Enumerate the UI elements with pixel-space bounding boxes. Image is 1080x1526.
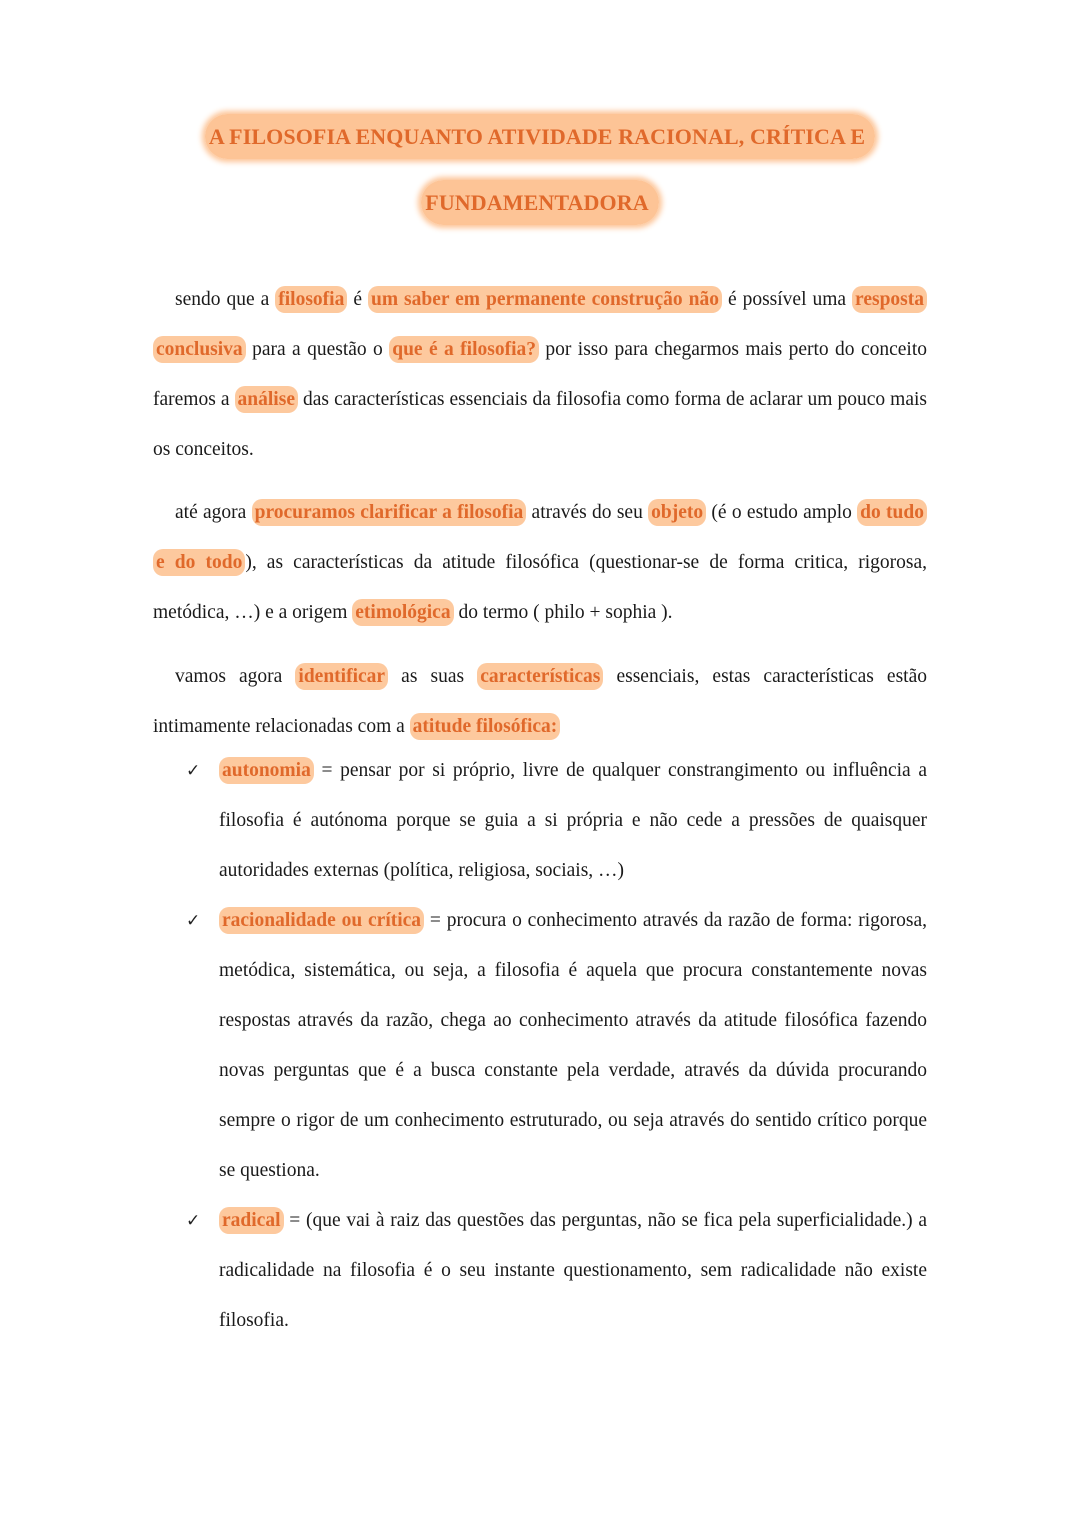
highlighted-term: análise [235, 386, 298, 413]
title-highlight: FUNDAMENTADORA [421, 180, 658, 225]
highlighted-term: características [477, 663, 603, 690]
bullet-autonomia [186, 746, 927, 896]
highlighted-term: atitude filosófica: [410, 713, 561, 740]
highlighted-term: etimológica [352, 599, 453, 626]
title-highlight: A FILOSOFIA ENQUANTO ATIVIDADE RACIONAL, CRÍTICA E [205, 114, 875, 159]
bullet-radical [186, 1196, 927, 1346]
paragraph-characteristics [153, 652, 927, 752]
highlighted-term: autonomia [219, 757, 314, 784]
body-text: as suas [388, 665, 478, 687]
body-text: até agora [175, 501, 252, 523]
bullet-racionalidade [186, 896, 927, 1196]
highlighted-term: filosofia [275, 286, 347, 313]
highlighted-term: que é a filosofia? [389, 336, 539, 363]
document-title-line-2 [0, 190, 1080, 216]
body-text: para a questão o [245, 338, 390, 360]
body-text: = procura o conhecimento através da razão de forma: rigorosa, metódica, sistemática, ou seja, a filosofia é aquela que procura constantemente novas respostas através da razão, chega ao conhecimento através da atitude filosófica fazendo novas perguntas que é a busca constante pela verdade, através da dúvida procurando sempre o rigor de um conhecimento estruturado, ou seja através do sentido crítico porque se questiona. [219, 910, 927, 1181]
body-text: vamos agora [175, 665, 296, 687]
document-title-line-1 [0, 124, 1080, 150]
highlighted-term: radical [219, 1207, 284, 1234]
highlighted-term: resposta conclusiva [153, 286, 927, 363]
checkmark-icon: ✓ [186, 911, 201, 931]
paragraph-intro [153, 275, 927, 475]
body-text: é [347, 288, 368, 310]
body-text: sendo que a [175, 288, 276, 310]
highlighted-term: objeto [648, 499, 706, 526]
checkmark-icon: ✓ [186, 1211, 201, 1231]
highlighted-term: do tudo e do todo [153, 499, 927, 576]
body-text: (é o estudo amplo [706, 501, 858, 523]
highlighted-term: identificar [295, 663, 388, 690]
body-text: das características essenciais da filosofia como forma de aclarar um pouco mais os conceitos. [153, 388, 927, 460]
body-text: por isso para chegarmos mais perto do conceito faremos a [153, 338, 927, 410]
body-text: através do seu [526, 501, 649, 523]
body-text: = pensar por si próprio, livre de qualquer constrangimento ou influência a filosofia é autónoma porque se guia a si própria e não cede a pressões de quaisquer autoridades externas (política, religiosa, sociais, …) [219, 760, 927, 881]
highlighted-term: um saber em permanente construção não [368, 286, 722, 313]
body-text: do termo ( philo + sophia ). [453, 601, 673, 623]
highlighted-term: procuramos clarificar a filosofia [252, 499, 527, 526]
highlighted-term: racionalidade ou crítica [219, 907, 424, 934]
paragraph-until-now [153, 488, 927, 638]
body-text: ), as características da atitude filosófica (questionar-se de forma critica, rigorosa, metódica, …) e a origem [153, 551, 927, 623]
body-text: = (que vai à raiz das questões das perguntas, não se fica pela superficialidade.) a radicalidade na filosofia é o seu instante questionamento, sem radicalidade não existe filosofia. [219, 1210, 927, 1331]
body-text: essenciais, estas características estão intimamente relacionadas com a [153, 665, 927, 737]
checkmark-icon: ✓ [186, 761, 201, 781]
body-text: é possível uma [721, 288, 853, 310]
